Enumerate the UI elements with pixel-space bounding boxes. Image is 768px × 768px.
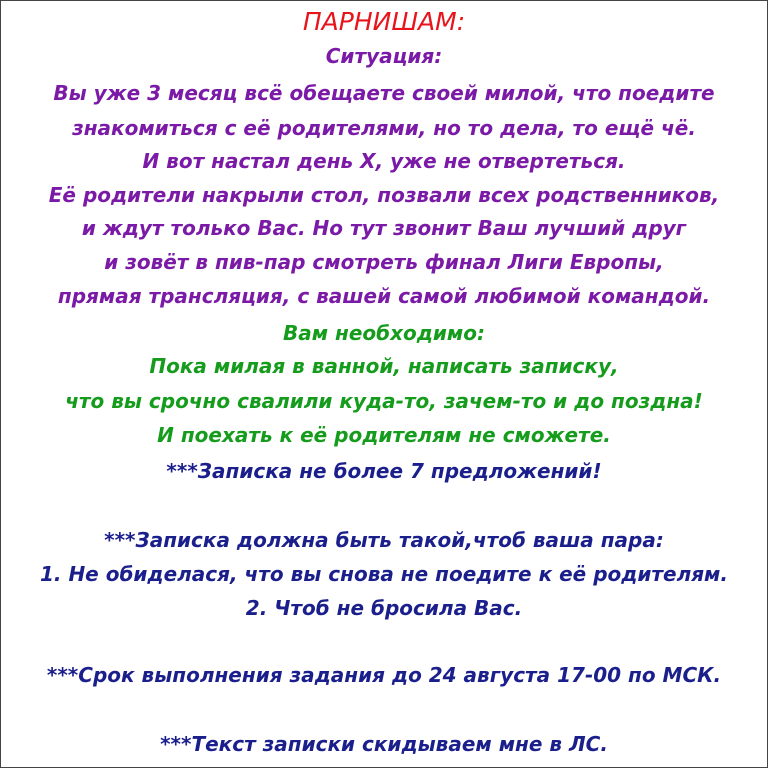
situation-line: знакомиться с её родителями, но то дела, то ещё чё. [72,116,696,140]
task-label: Вам необходимо: [282,321,486,345]
rule-line: ***Записка должна быть такой,чтоб ваша пара: [104,528,664,552]
situation-line: и ждут только Вас. Но тут звонит Ваш лучший друг [81,216,687,240]
title: ПАРНИШАМ: [302,7,466,36]
task-line: И поехать к её родителям не сможете. [157,423,611,447]
situation-line: Вы уже 3 месяц всё обещаете своей милой, что поедите [53,81,715,105]
situation-line: и зовёт в пив-пар смотреть финал Лиги Европы, [104,250,664,274]
situation-label: Ситуация: [325,44,443,68]
situation-line: прямая трансляция, с вашей самой любимой командой. [57,284,711,308]
rule-line: 1. Не обиделася, что вы снова не поедите к её родителям. [39,562,729,586]
rule-line: ***Записка не более 7 предложений! [166,459,602,483]
situation-line: И вот настал день Х, уже не отвертеться. [142,149,626,173]
task-line: Пока милая в ванной, написать записку, [149,354,619,378]
rule-line: ***Текст записки скидываем мне в ЛС. [160,732,608,756]
situation-line: Её родители накрыли стол, позвали всех родственников, [48,183,720,207]
rule-line: ***Срок выполнения задания до 24 августа 17-00 по МСК. [46,663,722,687]
rule-line: 2. Чтоб не бросила Вас. [245,596,523,620]
task-line: что вы срочно свалили куда-то, зачем-то и до поздна! [65,389,703,413]
